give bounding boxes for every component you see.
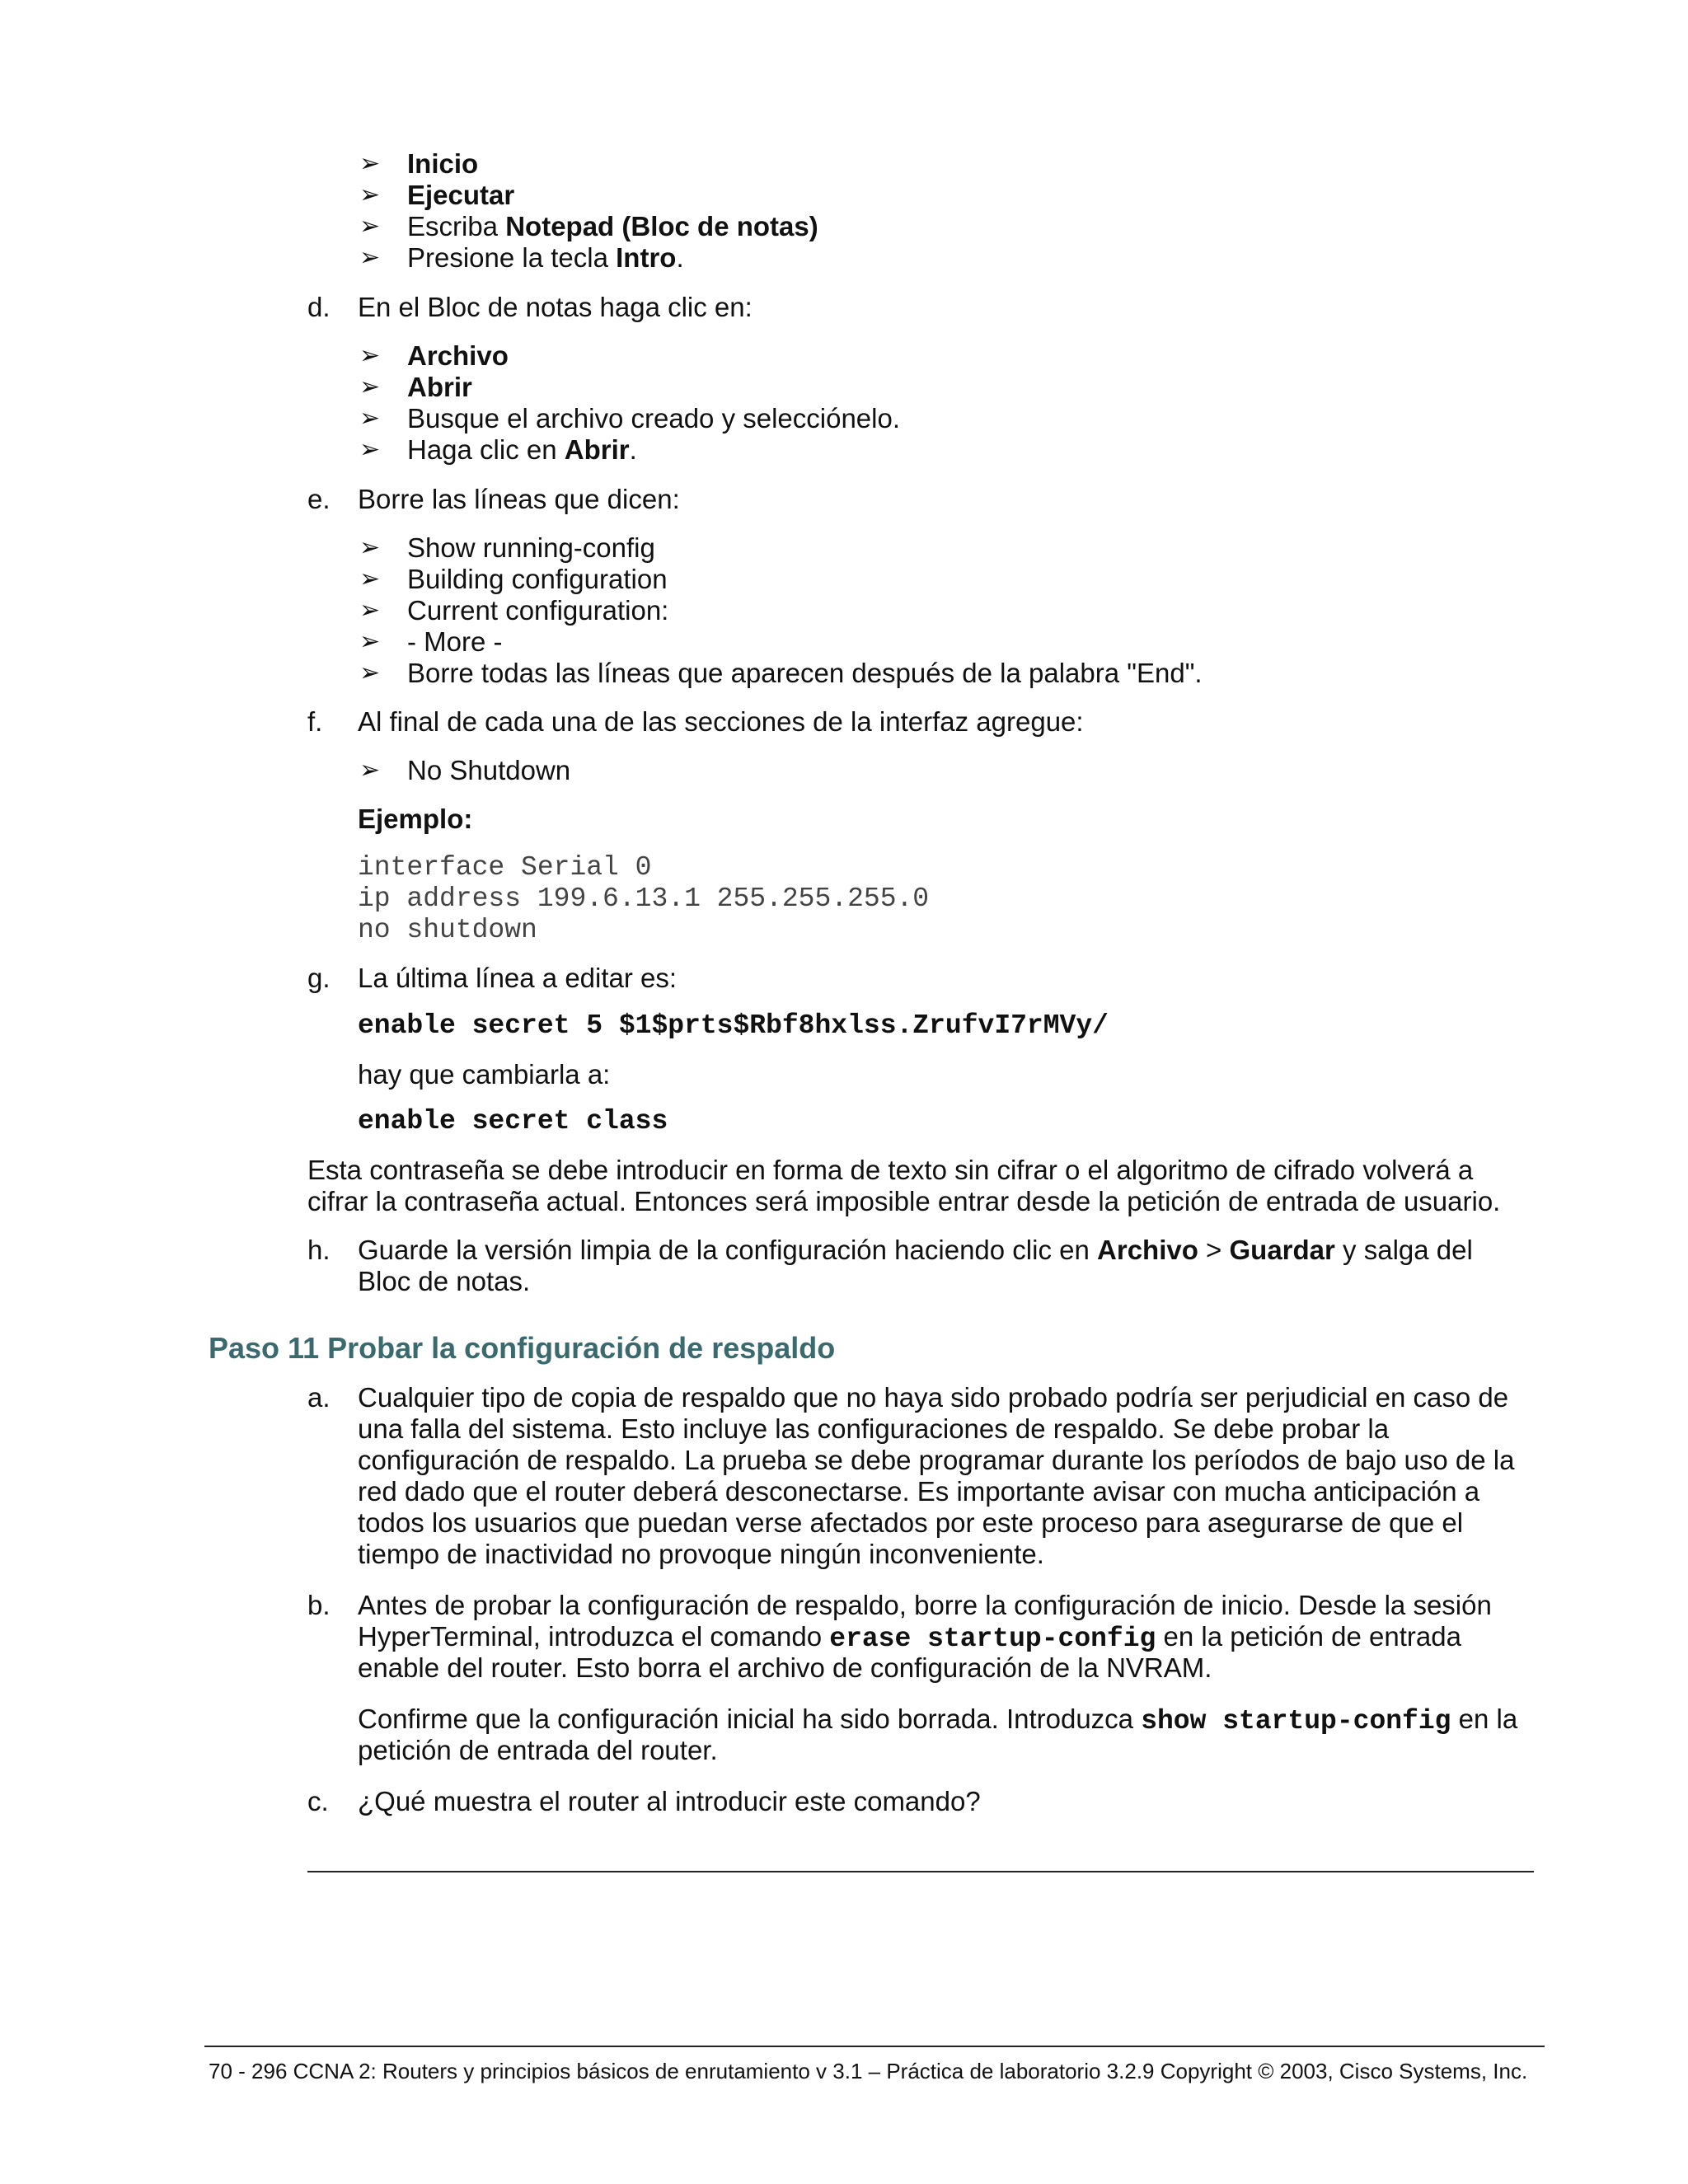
arrow-bullet-icon: ➢ [359, 596, 381, 625]
command-old: enable secret 5 $1$prts$Rbf8hxlss.ZrufvI7rMVy/ [358, 1010, 1109, 1041]
step-c-text: ¿Qué muestra el router al introducir este comando? [358, 1786, 981, 1816]
arrow-bullet-icon: ➢ [359, 756, 381, 785]
list-item: Ejecutar [407, 180, 515, 210]
step-h-text: Guarde la versión limpia de la configuración haciendo clic en Archivo > Guardar y salga del [358, 1235, 1473, 1265]
answer-line [307, 1871, 1534, 1872]
page-footer: 70 - 296 CCNA 2: Routers y principios básicos de enrutamiento v 3.1 – Práctica de laboratorio 3.2.9 Copyright © 2003, Cisco Systems, Inc. [209, 2059, 1528, 2083]
example-label: Ejemplo: [358, 804, 473, 834]
step-marker: d. [307, 292, 331, 322]
arrow-bullet-icon: ➢ [359, 435, 381, 464]
step-a-line: todos los usuarios que puedan verse afectados por este proceso para asegurarse de que el [358, 1507, 1464, 1538]
note-line: Esta contraseña se debe introducir en forma de texto sin cifrar o el algoritmo de cifrado volverá a [307, 1155, 1474, 1185]
list-item: - More - [407, 626, 503, 657]
step-b-line: Antes de probar la configuración de respaldo, borre la configuración de inicio. Desde la sesión [358, 1590, 1492, 1620]
step-g-text: La última línea a editar es: [358, 963, 678, 993]
code-line: interface Serial 0 [358, 852, 652, 883]
arrow-bullet-icon: ➢ [359, 149, 381, 178]
step-a-line: tiempo de inactividad no provoque ningún inconveniente. [358, 1539, 1044, 1569]
step-marker: g. [307, 963, 331, 993]
list-item: Haga clic en Abrir. [407, 434, 637, 465]
step-a-line: configuración de respaldo. La prueba se debe programar durante los períodos de bajo uso de la [358, 1445, 1515, 1475]
code-line: ip address 199.6.13.1 255.255.255.0 [358, 883, 930, 914]
list-item: Abrir [407, 372, 472, 402]
step-marker: c. [307, 1786, 329, 1816]
arrow-bullet-icon: ➢ [359, 404, 381, 433]
step-a-line: una falla del sistema. Esto incluye las configuraciones de respaldo. Se debe probar la [358, 1413, 1390, 1444]
list-item: Show running-config [407, 532, 655, 563]
list-item: No Shutdown [407, 755, 571, 785]
list-item: Busque el archivo creado y selecciónelo. [407, 403, 901, 434]
arrow-bullet-icon: ➢ [359, 565, 381, 593]
step-marker: f. [307, 706, 323, 737]
arrow-bullet-icon: ➢ [359, 533, 381, 562]
step-a-line: Cualquier tipo de copia de respaldo que no haya sido probado podría ser perjudicial en caso de [358, 1382, 1509, 1413]
list-item: Building configuration [407, 564, 668, 594]
code-line: no shutdown [358, 915, 537, 945]
arrow-bullet-icon: ➢ [359, 373, 381, 401]
footer-divider [204, 2046, 1545, 2047]
step-d-text: En el Bloc de notas haga clic en: [358, 292, 753, 322]
step-marker: b. [307, 1590, 331, 1620]
step-e-text: Borre las líneas que dicen: [358, 484, 680, 514]
list-item: Archivo [407, 340, 509, 371]
step-marker: a. [307, 1382, 331, 1413]
list-item: Inicio [407, 148, 479, 179]
arrow-bullet-icon: ➢ [359, 212, 381, 241]
inline-command: show startup-config [1141, 1706, 1451, 1736]
change-text: hay que cambiarla a: [358, 1059, 611, 1090]
arrow-bullet-icon: ➢ [359, 341, 381, 370]
command-new: enable secret class [358, 1106, 668, 1137]
arrow-bullet-icon: ➢ [359, 243, 381, 272]
step-b-line: HyperTerminal, introduzca el comando erase startup-config en la petición de entrada [358, 1621, 1461, 1654]
step-marker: e. [307, 484, 331, 514]
list-item: Current configuration: [407, 595, 669, 626]
section-heading: Paso 11 Probar la configuración de respaldo [209, 1331, 836, 1365]
inline-command: erase startup-config [829, 1624, 1156, 1654]
step-b-para2: Confirme que la configuración inicial ha sido borrada. Introduzca show startup-config en la [358, 1704, 1518, 1736]
step-a-line: red dado que el router deberá desconectarse. Es importante avisar con mucha anticipación a [358, 1476, 1480, 1507]
step-marker: h. [307, 1235, 331, 1265]
list-item: Escriba Notepad (Bloc de notas) [407, 211, 818, 241]
step-b-line: enable del router. Esto borra el archivo de configuración de la NVRAM. [358, 1652, 1212, 1683]
arrow-bullet-icon: ➢ [359, 658, 381, 687]
note-line: cifrar la contraseña actual. Entonces será imposible entrar desde la petición de entrada de usuario. [307, 1186, 1501, 1216]
arrow-bullet-icon: ➢ [359, 627, 381, 656]
list-item: Borre todas las líneas que aparecen después de la palabra "End". [407, 658, 1203, 688]
arrow-bullet-icon: ➢ [359, 180, 381, 209]
step-f-text: Al final de cada una de las secciones de la interfaz agregue: [358, 706, 1084, 737]
step-b-para2-line2: petición de entrada del router. [358, 1735, 718, 1765]
step-h-text-line2: Bloc de notas. [358, 1266, 531, 1296]
list-item: Presione la tecla Intro. [407, 242, 684, 273]
